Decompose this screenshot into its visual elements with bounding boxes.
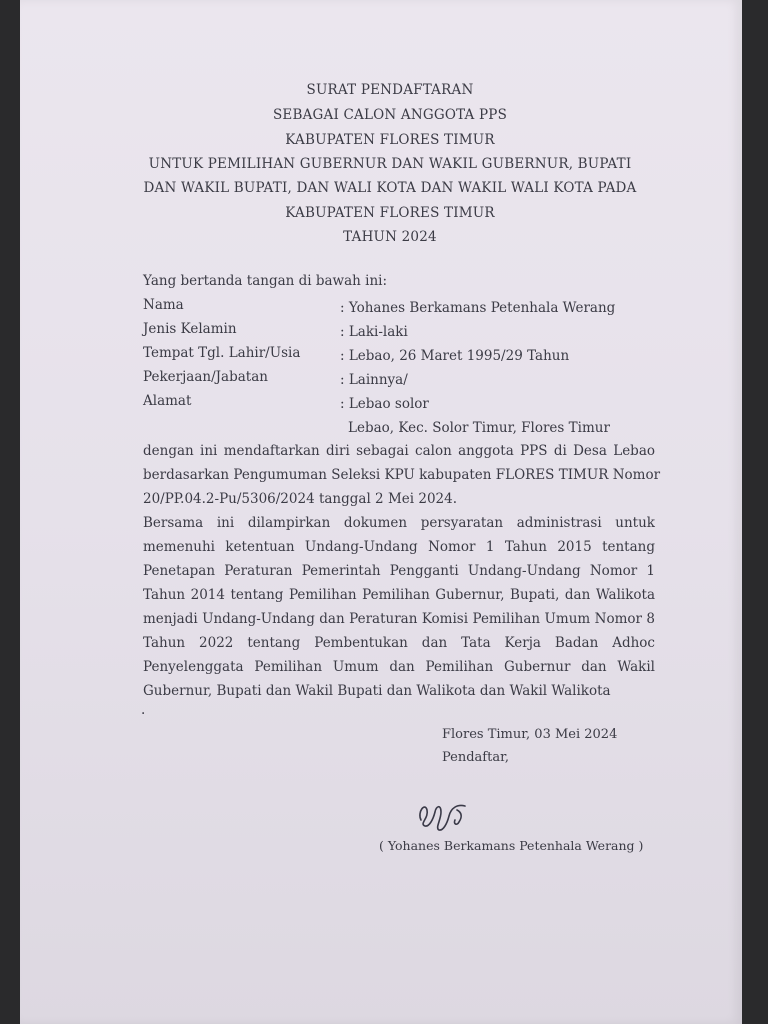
field-label-nama: Nama: [143, 297, 184, 313]
title-line-4: UNTUK PEMILIHAN GUBERNUR DAN WAKIL GUBERNUR, BUPATI: [148, 156, 632, 172]
field-value-jenis-kelamin: : Laki-laki: [340, 324, 408, 340]
handwritten-signature-icon: [413, 794, 483, 834]
stray-mark: .: [141, 702, 146, 718]
place-date: Flores Timur, 03 Mei 2024: [442, 727, 618, 742]
field-value-ttl: : Lebao, 26 Maret 1995/29 Tahun: [340, 348, 570, 364]
paragraph-line: dengan ini mendaftarkan diri sebagai calon anggota PPS di Desa Lebao: [143, 443, 655, 459]
document-page: [20, 0, 742, 1024]
signer-role: Pendaftar,: [442, 750, 510, 765]
paragraph-line: 20/PP.04.2-Pu/5306/2024 tanggal 2 Mei 2024.: [143, 491, 458, 507]
title-line-2: SEBAGAI CALON ANGGOTA PPS: [272, 107, 508, 123]
field-value-pekerjaan: : Lainnya/: [340, 372, 408, 388]
title-line-5: DAN WAKIL BUPATI, DAN WALI KOTA DAN WAKIL WALI KOTA PADA: [143, 180, 637, 196]
paragraph-line: Gubernur, Bupati dan Wakil Bupati dan Walikota dan Wakil Walikota: [143, 683, 611, 699]
paragraph-line: berdasarkan Pengumuman Seleksi KPU kabupaten FLORES TIMUR Nomor: [143, 467, 661, 483]
field-value-alamat: : Lebao solor: [340, 396, 429, 412]
title-line-7: TAHUN 2024: [343, 229, 437, 245]
title-line-3: KABUPATEN FLORES TIMUR: [285, 132, 495, 148]
field-label-ttl: Tempat Tgl. Lahir/Usia: [143, 345, 301, 361]
title-line-1: SURAT PENDAFTARAN: [306, 82, 474, 98]
field-label-pekerjaan: Pekerjaan/Jabatan: [143, 369, 268, 385]
field-value-nama: : Yohanes Berkamans Petenhala Werang: [340, 300, 616, 316]
paragraph-line: Penyelenggata Pemilihan Umum dan Pemilihan Gubernur dan Wakil: [143, 659, 655, 675]
paragraph-line: menjadi Undang-Undang dan Peraturan Komisi Pemilihan Umum Nomor 8: [143, 611, 655, 627]
intro-text: Yang bertanda tangan di bawah ini:: [143, 273, 388, 289]
field-label-alamat: Alamat: [143, 393, 192, 409]
paragraph-line: Tahun 2022 tentang Pembentukan dan Tata Kerja Badan Adhoc: [143, 635, 655, 651]
paragraph-line: Bersama ini dilampirkan dokumen persyaratan administrasi untuk: [143, 515, 655, 531]
paragraph-line: Tahun 2014 tentang Pemilihan Pemilihan Gubernur, Bupati, dan Walikota: [143, 587, 655, 603]
field-label-jenis-kelamin: Jenis Kelamin: [143, 321, 237, 337]
title-line-6: KABUPATEN FLORES TIMUR: [285, 205, 495, 221]
field-value-alamat-line2: Lebao, Kec. Solor Timur, Flores Timur: [348, 420, 610, 436]
paragraph-line: memenuhi ketentuan Undang-Undang Nomor 1 Tahun 2015 tentang: [143, 539, 655, 555]
signature-name: ( Yohanes Berkamans Petenhala Werang ): [379, 838, 644, 853]
paragraph-line: Penetapan Peraturan Pemerintah Pengganti Undang-Undang Nomor 1: [143, 563, 655, 579]
